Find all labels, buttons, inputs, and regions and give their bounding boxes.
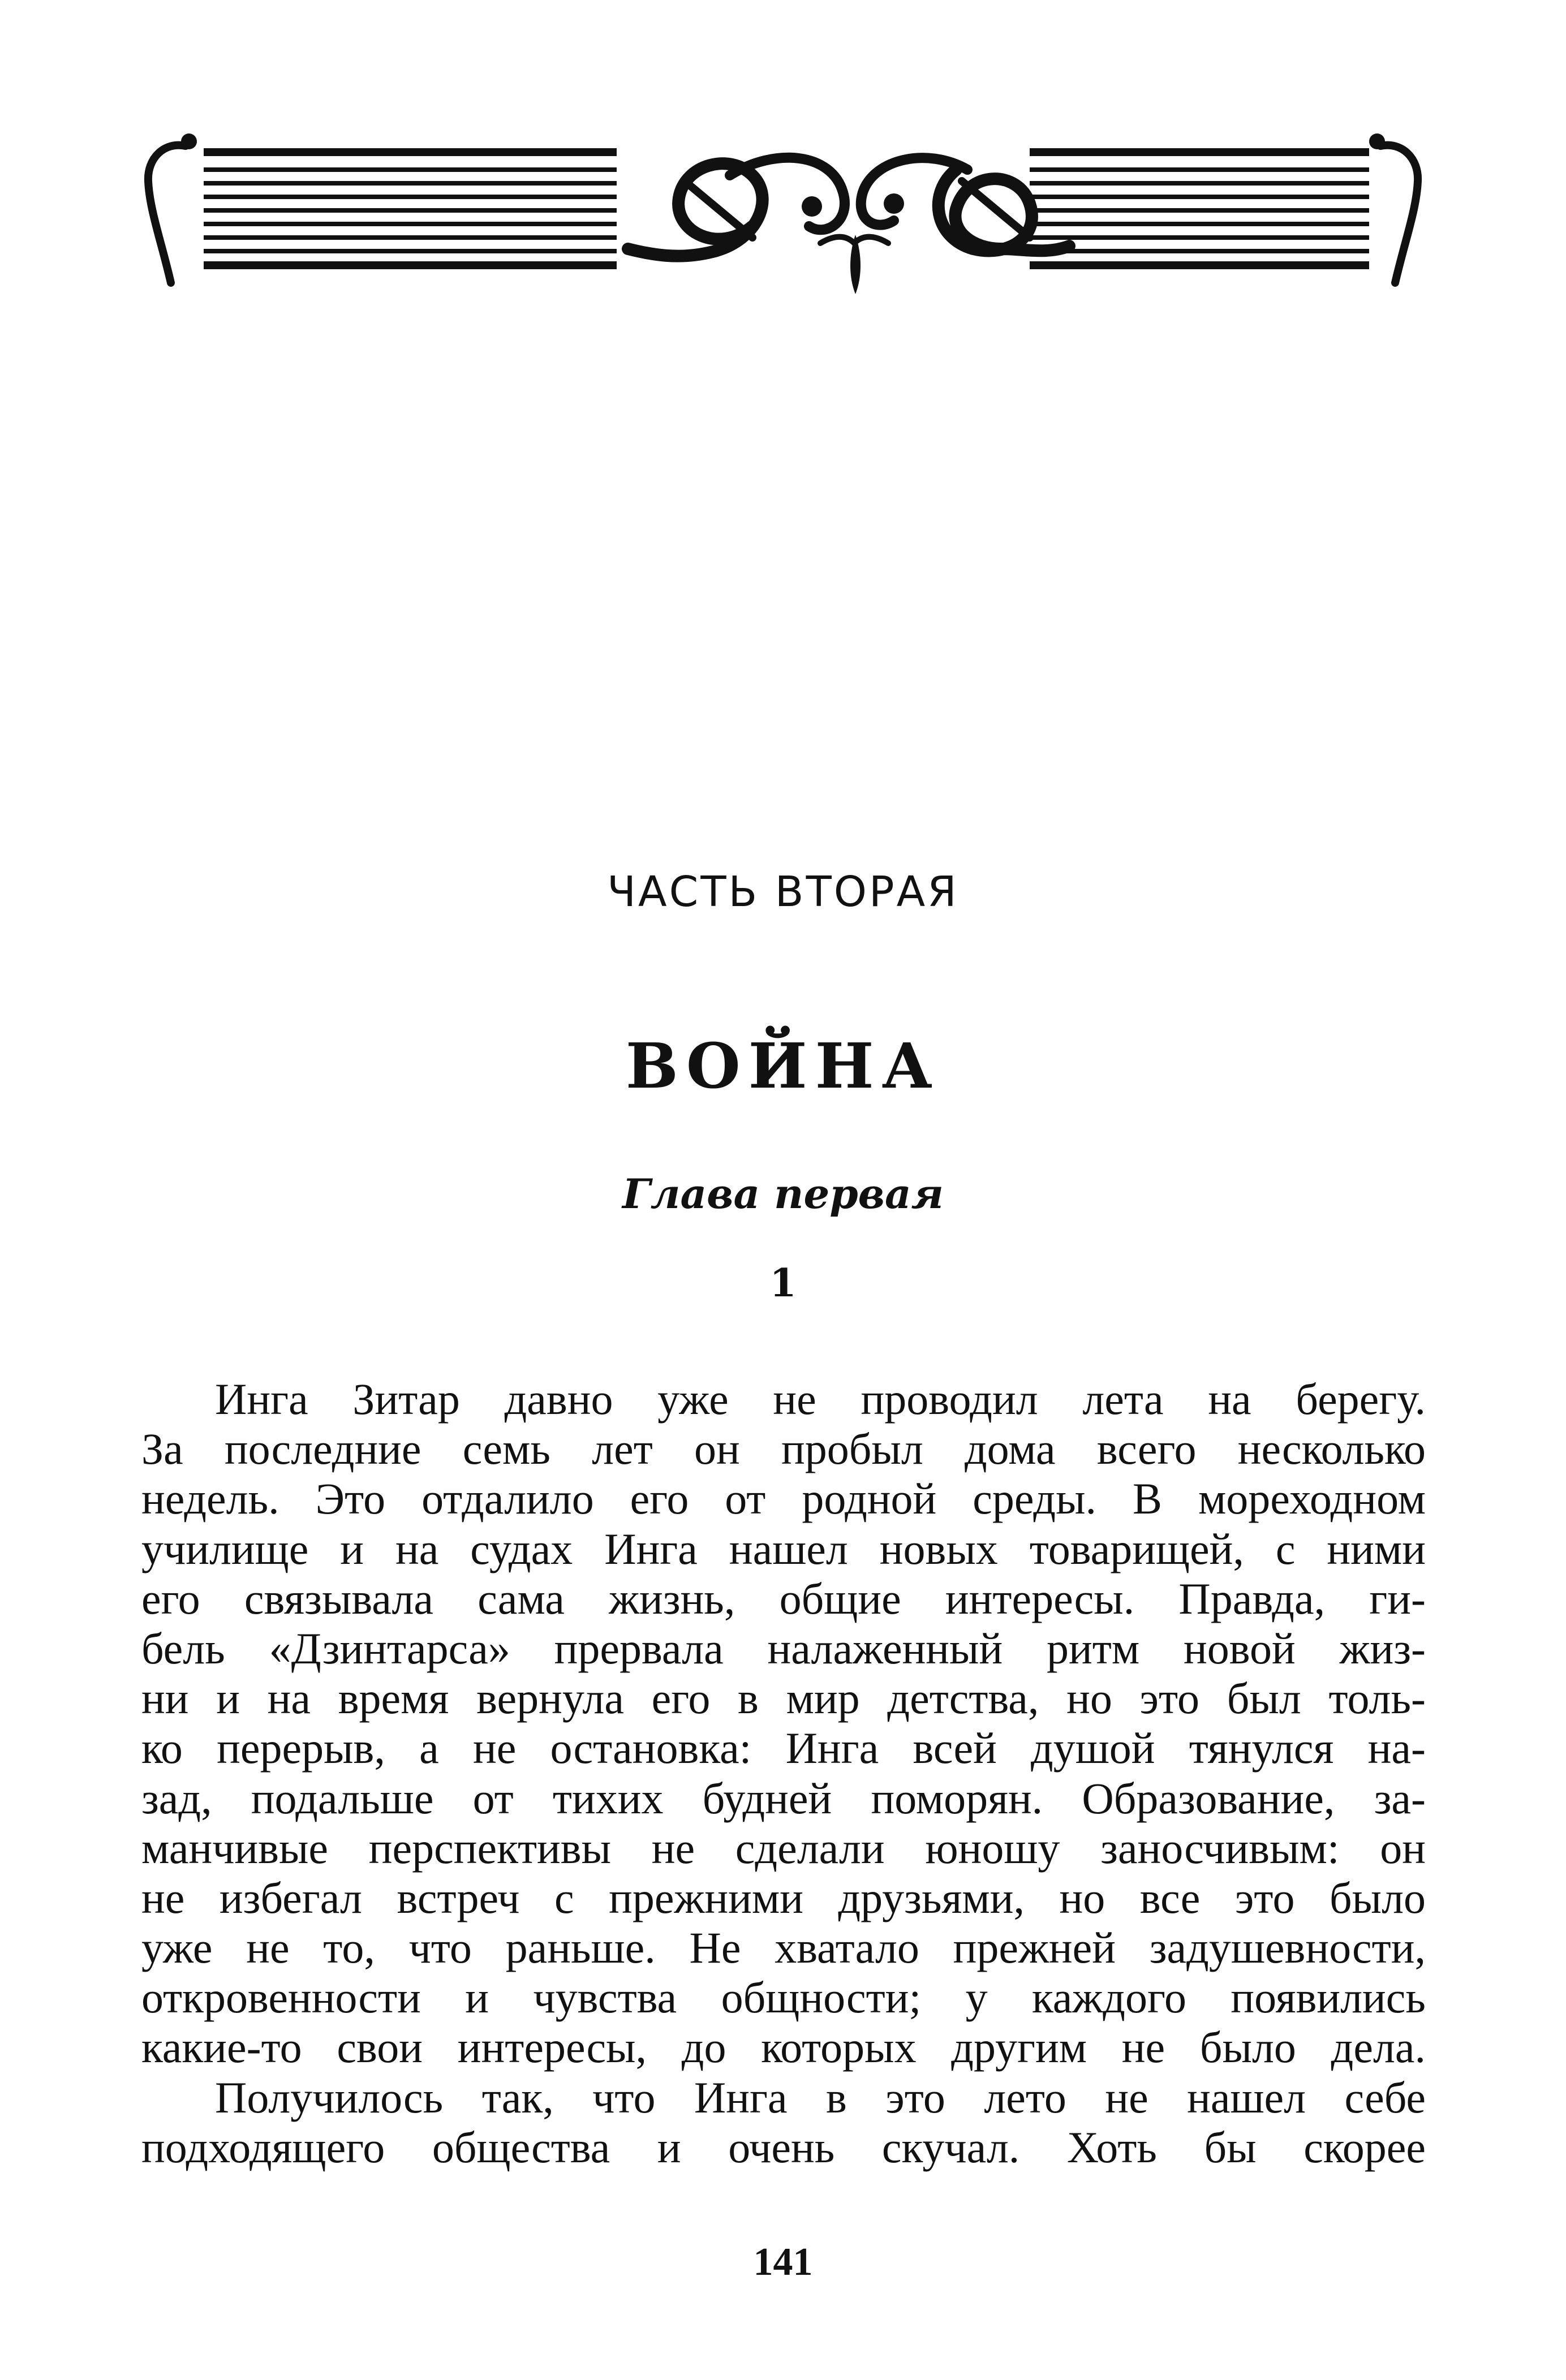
text-line: бель «Дзинтарса» прервала налаженный ритм новой жиз-	[141, 1623, 1426, 1673]
section-number: 1	[769, 1261, 797, 1306]
text-line: Инга Зитар давно уже не проводил лета на берегу.	[215, 1374, 1426, 1424]
body-text	[141, 1374, 1426, 2172]
part-title: ВОЙНА	[625, 1029, 941, 1102]
text-line: уже не то, что раньше. Не хватало прежней задушевности,	[141, 1923, 1426, 1973]
page-number: 141	[753, 2240, 813, 2284]
text-line: подходящего общества и очень скучал. Хоть бы скорее	[141, 2122, 1426, 2172]
text-line: манчивые перспективы не сделали юношу заносчивым: он	[141, 1823, 1426, 1873]
text-line: откровенности и чувства общности; у каждого появились	[141, 1973, 1426, 2023]
text-line: Получилось так, что Инга в это лето не нашел себе	[215, 2072, 1426, 2122]
text-line: За последние семь лет он пробыл дома всего несколько	[141, 1424, 1426, 1474]
text-line: ни и на время вернула его в мир детства, но это был толь-	[141, 1674, 1426, 1723]
text-line: его связывала сама жизнь, общие интересы. Правда, ги-	[141, 1573, 1426, 1623]
text-line: какие-то свои интересы, до которых другим не было дела.	[141, 2023, 1426, 2072]
part-label: ЧАСТЬ ВТОРАЯ	[607, 868, 959, 916]
text-line: училище и на судах Инга нашел новых товарищей, с ними	[141, 1524, 1426, 1573]
text-line: недель. Это отдалило его от родной среды. В мореходном	[141, 1474, 1426, 1524]
text-line: зад, подальше от тихих будней поморян. Образование, за-	[141, 1773, 1426, 1823]
text-line: ко перерыв, а не остановка: Инга всей душой тянулся на-	[141, 1723, 1426, 1773]
header-ornament-icon	[141, 113, 1426, 300]
chapter-title: Глава первая	[622, 1170, 944, 1218]
text-line: не избегал встреч с прежними друзьями, но все это было	[141, 1873, 1426, 1922]
